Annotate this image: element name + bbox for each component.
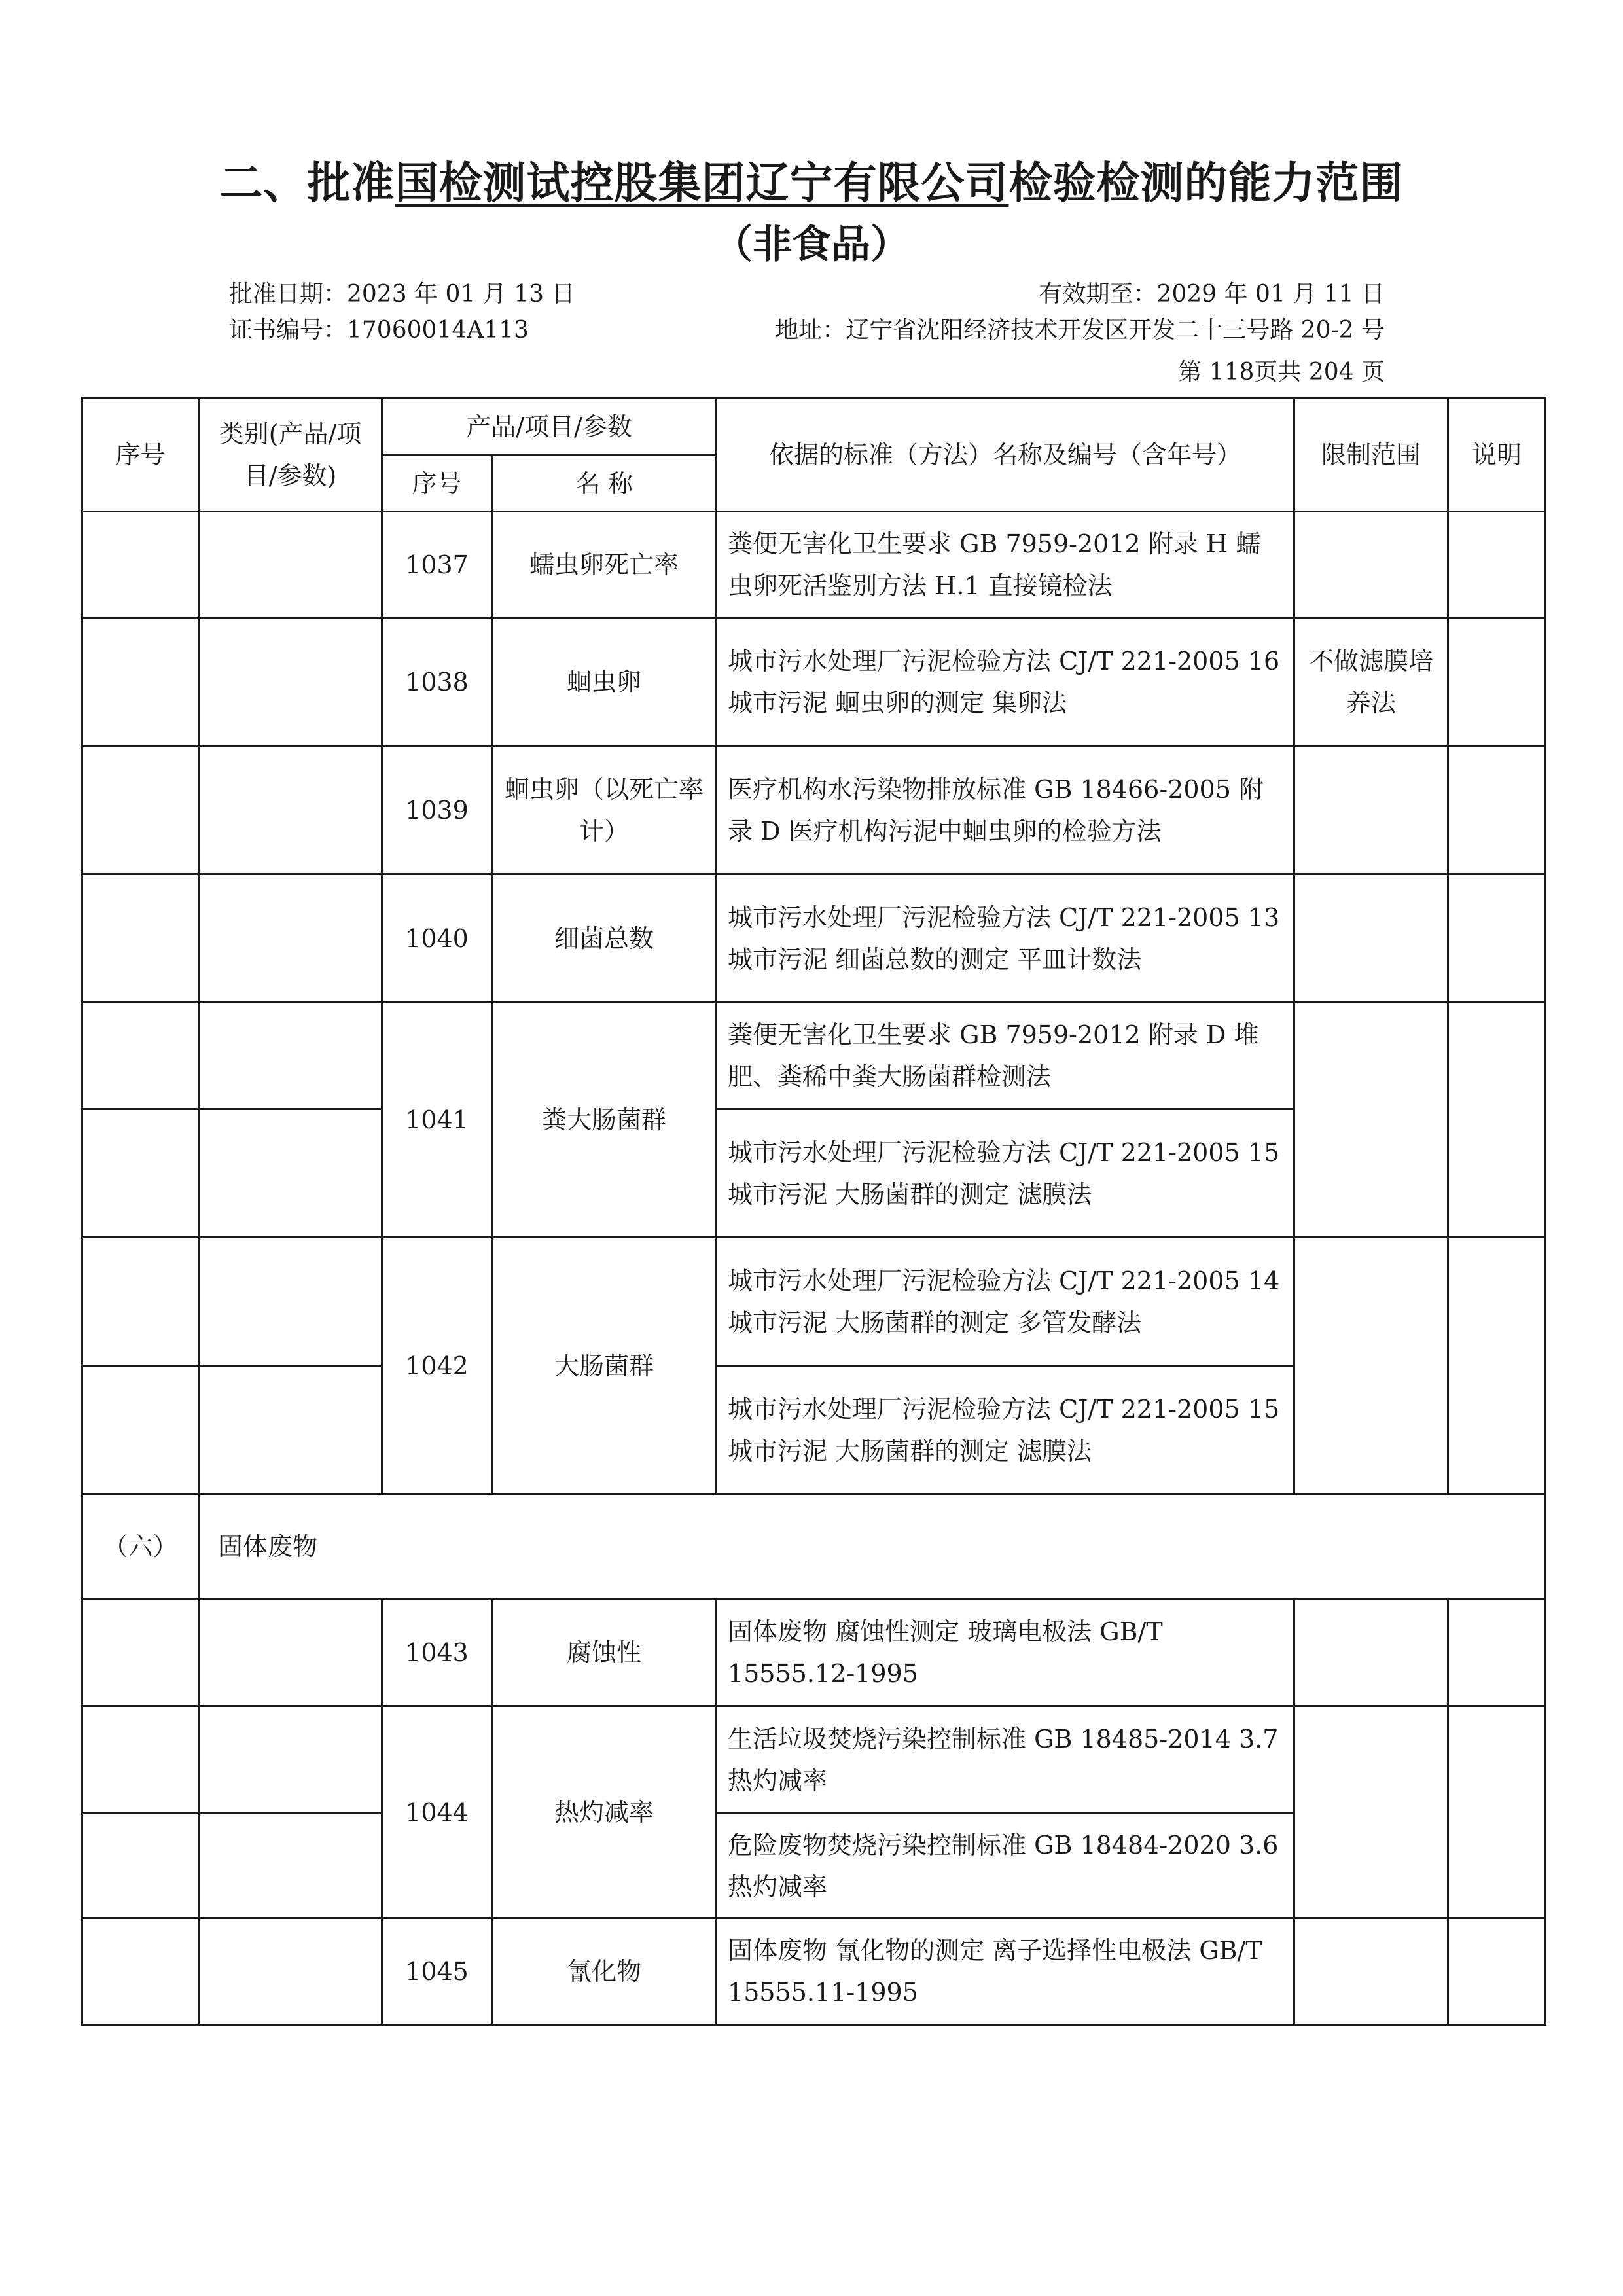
standard-cell: 城市污水处理厂污泥检验方法 CJ/T 221-2005 15 城市污泥 大肠菌群的测定 滤膜法 xyxy=(717,1366,1294,1494)
item-name: 腐蚀性 xyxy=(492,1600,717,1706)
item-number: 1040 xyxy=(382,874,492,1003)
category-cell xyxy=(199,1918,382,2025)
item-number: 1041 xyxy=(382,1003,492,1238)
seq-cell xyxy=(82,512,199,618)
table-row xyxy=(82,1003,1546,1109)
seq-cell xyxy=(82,1600,199,1706)
table-row xyxy=(82,746,1546,874)
header-note: 说明 xyxy=(1448,398,1546,512)
note-cell xyxy=(1448,1918,1546,2025)
category-cell xyxy=(199,1003,382,1109)
limit-cell xyxy=(1294,746,1448,874)
standard-cell: 粪便无害化卫生要求 GB 7959-2012 附录 H 蠕虫卵死活鉴别方法 H.1 直接镜检法 xyxy=(717,512,1294,618)
table-row xyxy=(82,512,1546,618)
note-cell xyxy=(1448,1600,1546,1706)
certificate-number: 证书编号：17060014A113 xyxy=(229,317,529,344)
note-cell xyxy=(1448,618,1546,746)
section-name: 固体废物 xyxy=(199,1494,1546,1600)
header-item-name: 名 称 xyxy=(492,456,717,512)
item-name: 热灼减率 xyxy=(492,1706,717,1918)
section-row xyxy=(82,1494,1546,1600)
category-cell xyxy=(199,874,382,1003)
table-row xyxy=(82,618,1546,746)
item-number: 1045 xyxy=(382,1918,492,2025)
page-title xyxy=(0,148,1623,210)
title-suffix: 检验检测的能力范围 xyxy=(1008,158,1404,208)
header-seq: 序号 xyxy=(82,398,199,512)
item-number: 1037 xyxy=(382,512,492,618)
valid-until: 有效期至：2029 年 01 月 11 日 xyxy=(1039,281,1385,308)
table-row xyxy=(82,1238,1546,1366)
standard-cell: 城市污水处理厂污泥检验方法 CJ/T 221-2005 14 城市污泥 大肠菌群的测定 多管发酵法 xyxy=(717,1238,1294,1366)
standard-cell: 固体废物 腐蚀性测定 玻璃电极法 GB/T 15555.12-1995 xyxy=(717,1600,1294,1706)
item-name: 细菌总数 xyxy=(492,874,717,1003)
table-row xyxy=(82,1600,1546,1706)
category-cell xyxy=(199,1600,382,1706)
category-cell xyxy=(199,1109,382,1238)
header-limit: 限制范围 xyxy=(1294,398,1448,512)
header-product-group: 产品/项目/参数 xyxy=(382,398,717,456)
title-prefix: 二、批准 xyxy=(219,158,395,208)
table-row xyxy=(82,1918,1546,2025)
category-cell xyxy=(199,1706,382,1814)
seq-cell xyxy=(82,1238,199,1366)
seq-cell xyxy=(82,1109,199,1238)
category-cell xyxy=(199,1238,382,1366)
limit-cell xyxy=(1294,1003,1448,1238)
standard-cell: 危险废物焚烧污染控制标准 GB 18484-2020 3.6 热灼减率 xyxy=(717,1814,1294,1918)
address: 地址：辽宁省沈阳经济技术开发区开发二十三号路 20-2 号 xyxy=(775,317,1385,344)
category-cell xyxy=(199,1814,382,1918)
note-cell xyxy=(1448,1706,1546,1918)
header-item-seq: 序号 xyxy=(382,456,492,512)
capability-table-body xyxy=(82,398,1546,2025)
item-number: 1038 xyxy=(382,618,492,746)
standard-cell: 城市污水处理厂污泥检验方法 CJ/T 221-2005 15 城市污泥 大肠菌群的测定 滤膜法 xyxy=(717,1109,1294,1238)
item-name: 蛔虫卵 xyxy=(492,618,717,746)
seq-cell xyxy=(82,1814,199,1918)
standard-cell: 固体废物 氰化物的测定 离子选择性电极法 GB/T 15555.11-1995 xyxy=(717,1918,1294,2025)
item-name: 蛔虫卵（以死亡率计） xyxy=(492,746,717,874)
header-standard: 依据的标准（方法）名称及编号（含年号） xyxy=(717,398,1294,512)
page-subtitle: （非食品） xyxy=(713,222,910,268)
note-cell xyxy=(1448,512,1546,618)
limit-cell: 不做滤膜培养法 xyxy=(1294,618,1448,746)
item-name: 粪大肠菌群 xyxy=(492,1003,717,1238)
table-row xyxy=(82,1706,1546,1814)
limit-cell xyxy=(1294,1918,1448,2025)
limit-cell xyxy=(1294,1706,1448,1918)
note-cell xyxy=(1448,1003,1546,1238)
category-cell xyxy=(199,746,382,874)
table-row xyxy=(82,874,1546,1003)
standard-cell: 城市污水处理厂污泥检验方法 CJ/T 221-2005 16 城市污泥 蛔虫卵的测定 集卵法 xyxy=(717,618,1294,746)
seq-cell xyxy=(82,746,199,874)
standard-cell: 城市污水处理厂污泥检验方法 CJ/T 221-2005 13 城市污泥 细菌总数的测定 平皿计数法 xyxy=(717,874,1294,1003)
capability-table xyxy=(81,397,1546,2026)
item-number: 1043 xyxy=(382,1600,492,1706)
standard-cell: 医疗机构水污染物排放标准 GB 18466-2005 附录 D 医疗机构污泥中蛔虫卵的检验方法 xyxy=(717,746,1294,874)
seq-cell xyxy=(82,618,199,746)
seq-cell xyxy=(82,1003,199,1109)
seq-cell xyxy=(82,1918,199,2025)
title-organization: 国检测试控股集团辽宁有限公司 xyxy=(395,158,1009,208)
item-number: 1039 xyxy=(382,746,492,874)
header-category: 类别(产品/项目/参数) xyxy=(199,398,382,512)
standard-cell: 生活垃圾焚烧污染控制标准 GB 18485-2014 3.7 热灼减率 xyxy=(717,1706,1294,1814)
limit-cell xyxy=(1294,1600,1448,1706)
category-cell xyxy=(199,618,382,746)
limit-cell xyxy=(1294,512,1448,618)
approval-date: 批准日期：2023 年 01 月 13 日 xyxy=(229,281,575,308)
note-cell xyxy=(1448,1238,1546,1494)
note-cell xyxy=(1448,746,1546,874)
header-row xyxy=(82,398,1546,456)
seq-cell xyxy=(82,1706,199,1814)
page-number: 第 118页共 204 页 xyxy=(1178,359,1385,386)
item-number: 1044 xyxy=(382,1706,492,1918)
item-name: 蠕虫卵死亡率 xyxy=(492,512,717,618)
item-name: 氰化物 xyxy=(492,1918,717,2025)
note-cell xyxy=(1448,874,1546,1003)
limit-cell xyxy=(1294,874,1448,1003)
item-name: 大肠菌群 xyxy=(492,1238,717,1494)
seq-cell xyxy=(82,1366,199,1494)
category-cell xyxy=(199,1366,382,1494)
section-number: （六） xyxy=(82,1494,199,1600)
item-number: 1042 xyxy=(382,1238,492,1494)
category-cell xyxy=(199,512,382,618)
seq-cell xyxy=(82,874,199,1003)
standard-cell: 粪便无害化卫生要求 GB 7959-2012 附录 D 堆肥、粪稀中粪大肠菌群检测法 xyxy=(717,1003,1294,1109)
limit-cell xyxy=(1294,1238,1448,1494)
